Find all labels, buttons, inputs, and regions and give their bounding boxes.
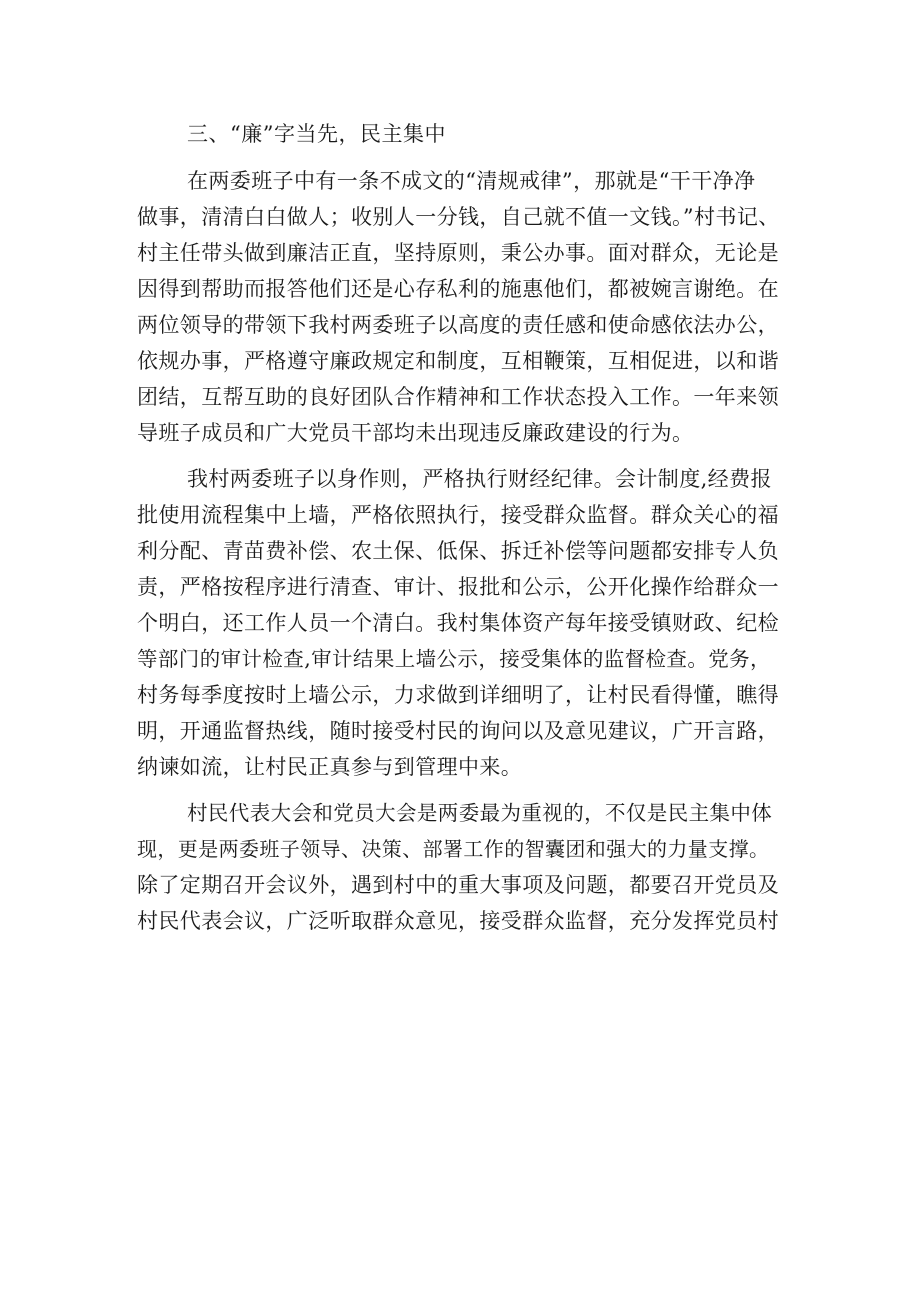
paragraph-1-line-8: 导班子成员和广大党员干部均未出现违反廉政建设的行为。 [137,421,694,445]
paragraph-1-line-1: 在两委班子中有一条不成文的“清规戒律”，那就是“干干净净 [187,169,756,193]
paragraph-1-line-2: 做事，清清白白做人；收别人一分钱，自己就不值一文钱。”村书记、 [137,205,780,229]
paragraph-1-line-3: 村主任带头做到廉洁正直，坚持原则，秉公办事。面对群众，无论是 [137,241,779,265]
paragraph-1-line-5: 两位领导的带领下我村两委班子以高度的责任感和使命感依法办公， [137,313,779,337]
paragraph-3-line-4: 村民代表会议，广泛听取群众意见，接受群众监督，充分发挥党员村 [137,909,779,933]
paragraph-2-line-8: 明，开通监督热线，随时接受村民的询问以及意见建议，广开言路， [137,719,779,743]
paragraph-1-line-4: 因得到帮助而报答他们还是心存私利的施惠他们，都被婉言谢绝。在 [137,277,779,301]
paragraph-1-line-7: 团结，互帮互助的良好团队合作精神和工作状态投入工作。一年来领 [137,385,779,409]
section-heading: 三、“廉”字当先，民主集中 [187,122,446,146]
paragraph-2-line-2: 批使用流程集中上墙，严格依照执行，接受群众监督。群众关心的福 [137,503,779,527]
paragraph-2-line-7: 村务每季度按时上墙公示，力求做到详细明了，让村民看得懂，瞧得 [137,683,779,707]
paragraph-2-line-5: 个明白，还工作人员一个清白。我村集体资产每年接受镇财政、纪检 [137,611,779,635]
paragraph-2-line-4: 责，严格按程序进行清查、审计、报批和公示，公开化操作给群众一 [137,575,779,599]
paragraph-3-line-3: 除了定期召开会议外，遇到村中的重大事项及问题，都要召开党员及 [137,873,779,897]
paragraph-2-line-6: 等部门的审计检查,审计结果上墙公示，接受集体的监督检查。党务， [137,647,771,671]
paragraph-2-line-9: 纳谏如流，让村民正真参与到管理中来。 [137,755,523,779]
paragraph-2-line-3: 利分配、青苗费补偿、农土保、低保、拆迁补偿等问题都安排专人负 [137,539,779,563]
paragraph-2-line-1: 我村两委班子以身作则，严格执行财经纪律。会计制度,经费报 [187,467,772,491]
paragraph-3-line-1: 村民代表大会和党员大会是两委最为重视的，不仅是民主集中体 [187,801,773,825]
paragraph-1-line-6: 依规办事，严格遵守廉政规定和制度，互相鞭策，互相促进，以和谐 [137,349,779,373]
paragraph-3-line-2: 现，更是两委班子领导、决策、部署工作的智囊团和强大的力量支撑。 [137,837,770,861]
